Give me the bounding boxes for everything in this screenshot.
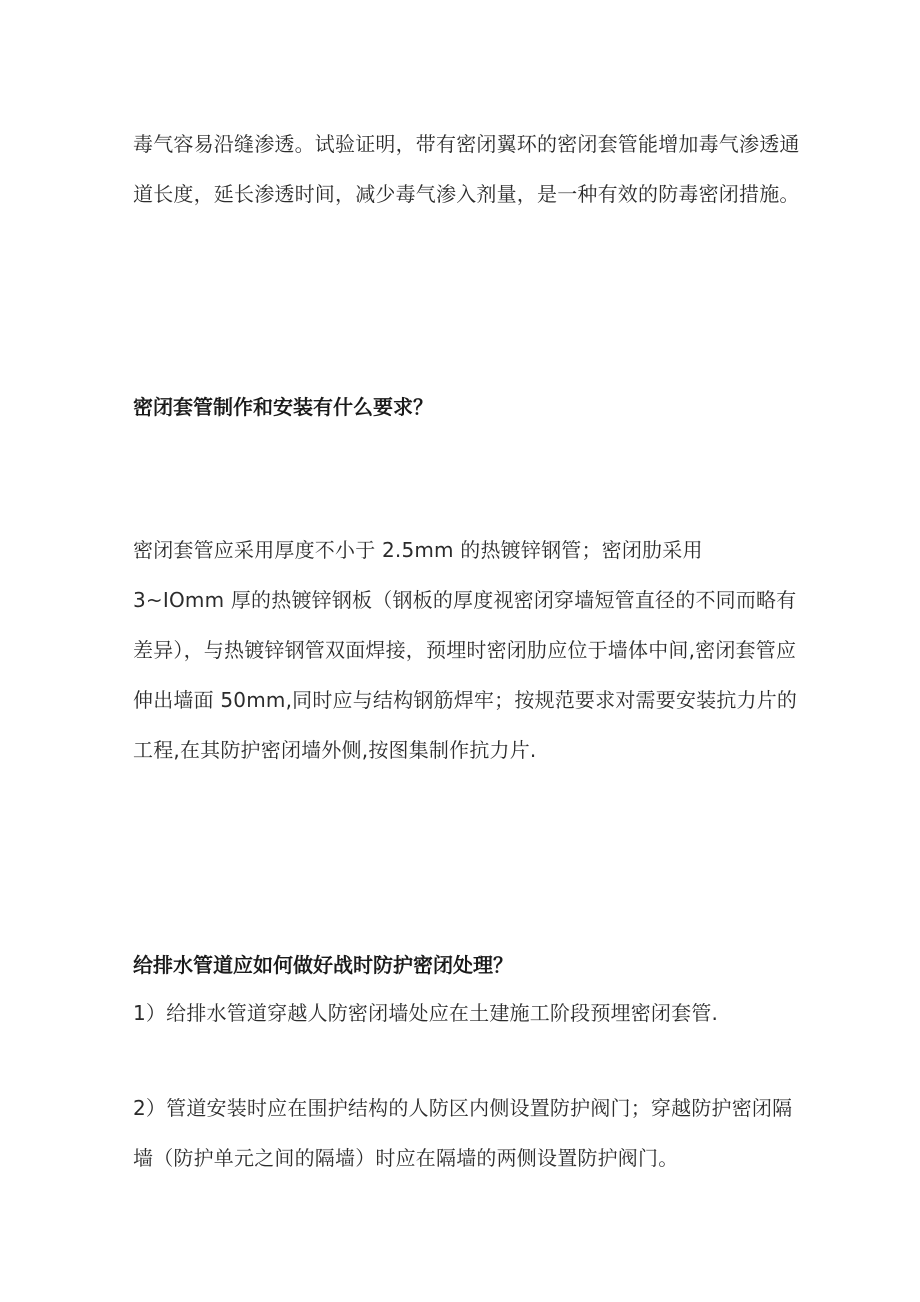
paragraph-line: 道长度，延长渗透时间，减少毒气渗入剂量，是一种有效的防毒密闭措施。: [133, 182, 800, 206]
paragraph-gas-seepage: [133, 119, 813, 219]
paragraph-line: 墙（防护单元之间的隔墙）时应在隔墙的两侧设置防护阀门。: [133, 1146, 679, 1170]
heading-pipe-sealing: 给排水管道应如何做好战时防护密闭处理？: [133, 953, 513, 977]
heading-sleeve-requirements: 密闭套管制作和安装有什么要求？: [133, 395, 433, 419]
paragraph-line: 3~IOmm 厚的热镀锌钢板（钢板的厚度视密闭穿墙短管直径的不同而略有: [133, 588, 797, 612]
paragraph-line: 工程,在其防护密闭墙外侧,按图集制作抗力片.: [133, 738, 537, 762]
paragraph-line: 2）管道安装时应在围护结构的人防区内侧设置防护阀门；穿越防护密闭隔: [133, 1096, 793, 1120]
paragraph-line: 密闭套管应采用厚度不小于 2.5mm 的热镀锌钢管；密闭肋采用: [133, 538, 703, 562]
paragraph-item-2: [133, 1083, 813, 1183]
paragraph-line: 伸出墙面 50mm,同时应与结构钢筋焊牢；按规范要求对需要安装抗力片的: [133, 688, 798, 712]
paragraph-sleeve-requirements: [133, 525, 813, 775]
paragraph-line: 毒气容易沿缝渗透。试验证明，带有密闭翼环的密闭套管能增加毒气渗透通: [133, 132, 800, 156]
paragraph-item-1: [133, 988, 813, 1038]
paragraph-line: 1）给排水管道穿越人防密闭墙处应在土建施工阶段预埋密闭套管.: [133, 1001, 719, 1025]
paragraph-line: 差异），与热镀锌钢管双面焊接，预埋时密闭肋应位于墙体中间,密闭套管应: [133, 638, 797, 662]
